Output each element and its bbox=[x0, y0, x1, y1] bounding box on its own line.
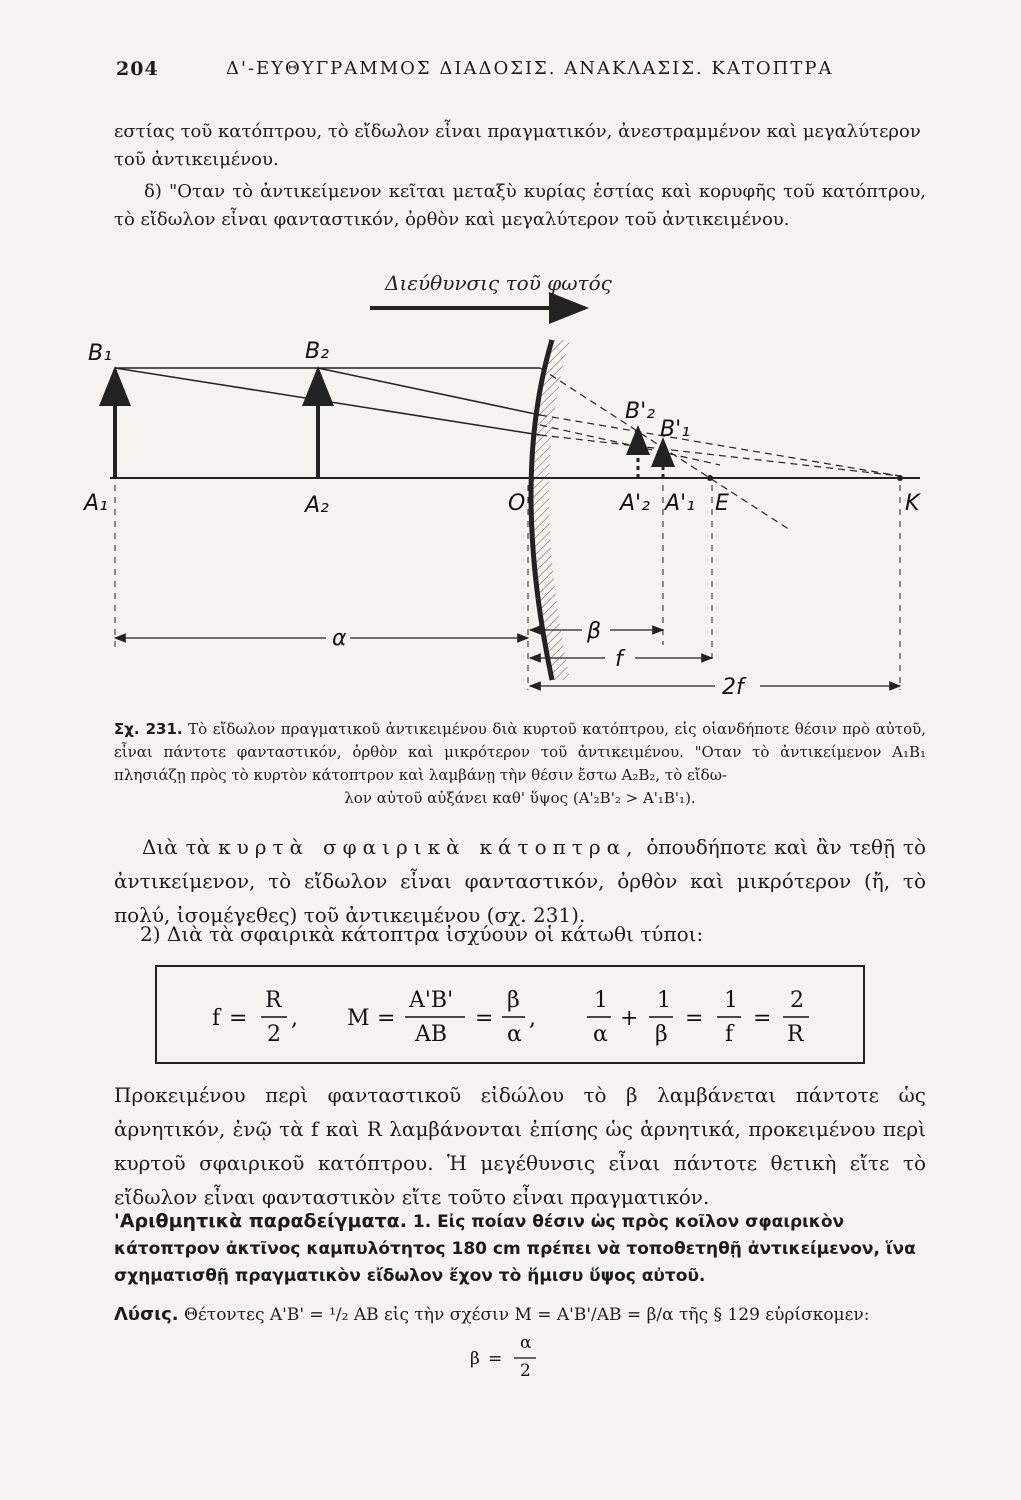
label-B1: B₁ bbox=[88, 341, 112, 366]
focus-point-E bbox=[707, 475, 713, 481]
formula-2-den: 2 bbox=[267, 1022, 281, 1047]
beta-eq-eq: = bbox=[488, 1349, 503, 1369]
formula-f-den: f bbox=[725, 1022, 734, 1047]
center-point-K bbox=[897, 475, 903, 481]
figure-231 bbox=[84, 260, 930, 710]
formula-f: f bbox=[212, 1006, 221, 1031]
formula-comma-1: , bbox=[291, 1006, 298, 1031]
formula-AB: AB bbox=[415, 1022, 448, 1047]
label-A2: A₂ bbox=[305, 493, 329, 518]
formula-comma-2: , bbox=[529, 1006, 536, 1031]
label-beta: β bbox=[587, 619, 602, 644]
beta-equation-svg bbox=[440, 1330, 580, 1380]
formula-R-num: R bbox=[265, 988, 282, 1013]
formula-plus: + bbox=[620, 1006, 639, 1031]
ray-virtual-to-K bbox=[540, 415, 900, 476]
formula-eq-1: = bbox=[229, 1006, 248, 1031]
label-alpha: α bbox=[332, 626, 347, 651]
sign-convention-paragraph: Προκειμένου περὶ φανταστικοῦ εἰδώλου τὸ β λαμβάνεται πάντοτε ὡς ἀρνητικόν, ἐνῷ τὰ f καὶ R λαμβάνονται ἐπίσης ὡς ἀρνητικά, προκειμένου περὶ κυρτοῦ σφαιρικοῦ κατόπτρου. Ἡ μεγέθυνσις εἶναι πάντοτε θετικὴ εἴτε τὸ εἴδωλον εἶναι φανταστικὸν εἴτε τοῦτο εἶναι πραγματικόν. bbox=[114, 1083, 926, 1209]
formula-eq-3: = bbox=[475, 1006, 494, 1031]
label-A1p: A'₁ bbox=[665, 491, 695, 516]
label-O: O bbox=[508, 491, 526, 516]
formula-R-den: R bbox=[787, 1022, 804, 1047]
formula-beta-num: β bbox=[507, 988, 520, 1013]
example-1-text: 1. Εἰς ποίαν θέσιν ὡς πρὸς κοῖλον σφαιρικὸν κάτοπτρον ἀκτῖνος καμπυλότητος 180 cm πρέπει νὰ τοποθετηθῇ ἀντικείμενον, ἵνα σχηματισθῇ πραγματικὸν εἴδωλον ἔχον τὸ ἥμισυ ὕψος αὐτοῦ. bbox=[114, 1212, 916, 1286]
formula-1c: 1 bbox=[724, 988, 738, 1013]
running-head: Δ'-ΕΥΘΥΓΡΑΜΜΟΣ ΔΙΑΔΟΣΙΣ. ΑΝΑΚΛΑΣΙΣ. ΚΑΤΟΠΤΡΑ bbox=[226, 58, 834, 79]
beta-eq-lhs: β bbox=[470, 1349, 480, 1369]
page-number: 204 bbox=[116, 58, 159, 80]
body2-lead: Διὰ τὰ bbox=[142, 835, 211, 859]
solution-paragraph bbox=[114, 1303, 926, 1327]
examples-title: 'Αριθμητικὰ παραδείγματα. bbox=[114, 1210, 407, 1232]
direction-label: Διεύθυνσις τοῦ φωτός bbox=[385, 271, 612, 295]
formula-alpha: α bbox=[593, 1022, 608, 1047]
beta-eq-num: α bbox=[520, 1333, 532, 1353]
solution-text: Θέτοντες A'B' = ¹/₂ AB εἰς τὴν σχέσιν M = A'B'/AB = β/α τῆς § 129 εὑρίσκομεν: bbox=[184, 1305, 870, 1325]
formula-ApBp: A'B' bbox=[409, 988, 454, 1013]
formula-M: M bbox=[347, 1006, 370, 1031]
body2-spaced: κυρτὰ σφαιρικὰ κάτοπτρα, bbox=[218, 835, 639, 859]
intro-delta-paragraph: δ) "Οταν τὸ ἀντικείμενον κεῖται μεταξὺ κυρίας ἑστίας καὶ κορυφῆς τοῦ κατόπτρου, τὸ εἴδωλον εἶναι φανταστικόν, ὀρθὸν καὶ μεγαλύτερον τοῦ ἀντικειμένου. bbox=[114, 181, 926, 230]
formulas-intro: 2) Διὰ τὰ σφαιρικὰ κάτοπτρα ἰσχύουν οἱ κάτωθι τύποι: bbox=[140, 922, 704, 946]
mirror-hatching bbox=[531, 340, 570, 680]
label-2f: 2f bbox=[722, 675, 744, 700]
formula-eq-4: = bbox=[685, 1006, 704, 1031]
label-B2p: B'₂ bbox=[625, 399, 655, 424]
label-B2: B₂ bbox=[305, 339, 329, 364]
formula-beta: β bbox=[655, 1022, 668, 1047]
formula-1a: 1 bbox=[594, 988, 608, 1013]
formula-eq-2: = bbox=[377, 1006, 396, 1031]
formula-2-num: 2 bbox=[790, 988, 804, 1013]
intro-line-1: εστίας τοῦ κατόπτρου, τὸ εἴδωλον εἶναι πραγματικόν, ἀνεστραμμένον καὶ μεγαλύτερον bbox=[114, 121, 921, 142]
caption-text: Τὸ εἴδωλον πραγματικοῦ ἀντικειμένου διὰ κυρτοῦ κατόπτρου, εἰς οἱανδήποτε θέσιν πρὸ αὐτοῦ, εἶναι πάντοτε φανταστικόν, ὀρθὸν καὶ μικρότερον τοῦ ἀντικειμένου. "Οταν τὸ ἀντικείμενον A₁B₁ πλησιάζῃ πρὸς τὸ κυρτὸν κάτοπτρον καὶ λαμβάνῃ τὴν θέσιν ἔστω A₂B₂, τὸ εἴδω- bbox=[114, 720, 926, 784]
figure-caption bbox=[114, 718, 926, 810]
mirror-formulas bbox=[157, 967, 863, 1062]
beta-equation bbox=[440, 1330, 580, 1380]
formula-eq-5: = bbox=[753, 1006, 772, 1031]
label-K: K bbox=[905, 491, 920, 516]
label-A1: A₁ bbox=[84, 491, 108, 516]
label-B1p: B'₁ bbox=[660, 417, 690, 442]
label-A2p: A'₂ bbox=[620, 491, 650, 516]
ray-virtual-to-K-2 bbox=[540, 435, 900, 476]
numerical-examples bbox=[114, 1208, 926, 1290]
caption-label: Σχ. 231. bbox=[114, 720, 183, 738]
beta-eq-den: 2 bbox=[520, 1361, 531, 1381]
solution-label: Λύσις. bbox=[114, 1304, 179, 1325]
label-E: E bbox=[715, 491, 729, 516]
intro-line-2: τοῦ ἀντικειμένου. bbox=[114, 149, 279, 170]
body2-rest: ὁπουδήποτε καὶ ἂν τεθῇ τὸ ἀντικείμενον, τὸ εἴδωλον εἶναι φανταστικόν, ὀρθὸν καὶ μικρότερον (ἤ, τὸ πολύ, ἰσομέγεθες) τοῦ ἀντικειμένου (σχ. 231). bbox=[114, 835, 926, 927]
ray-B2-to-center bbox=[318, 368, 540, 415]
page-header bbox=[116, 58, 916, 88]
formula-1b: 1 bbox=[657, 988, 671, 1013]
convex-mirror-paragraph bbox=[114, 830, 926, 932]
formula-box bbox=[155, 965, 865, 1064]
label-f: f bbox=[615, 647, 623, 672]
convex-mirror-diagram bbox=[84, 260, 930, 710]
caption-last-line: λον αὐτοῦ αὐξάνει καθ' ὕψος (A'₂B'₂ > A'₁B'₁). bbox=[344, 789, 696, 807]
formula-alpha-den: α bbox=[507, 1022, 522, 1047]
